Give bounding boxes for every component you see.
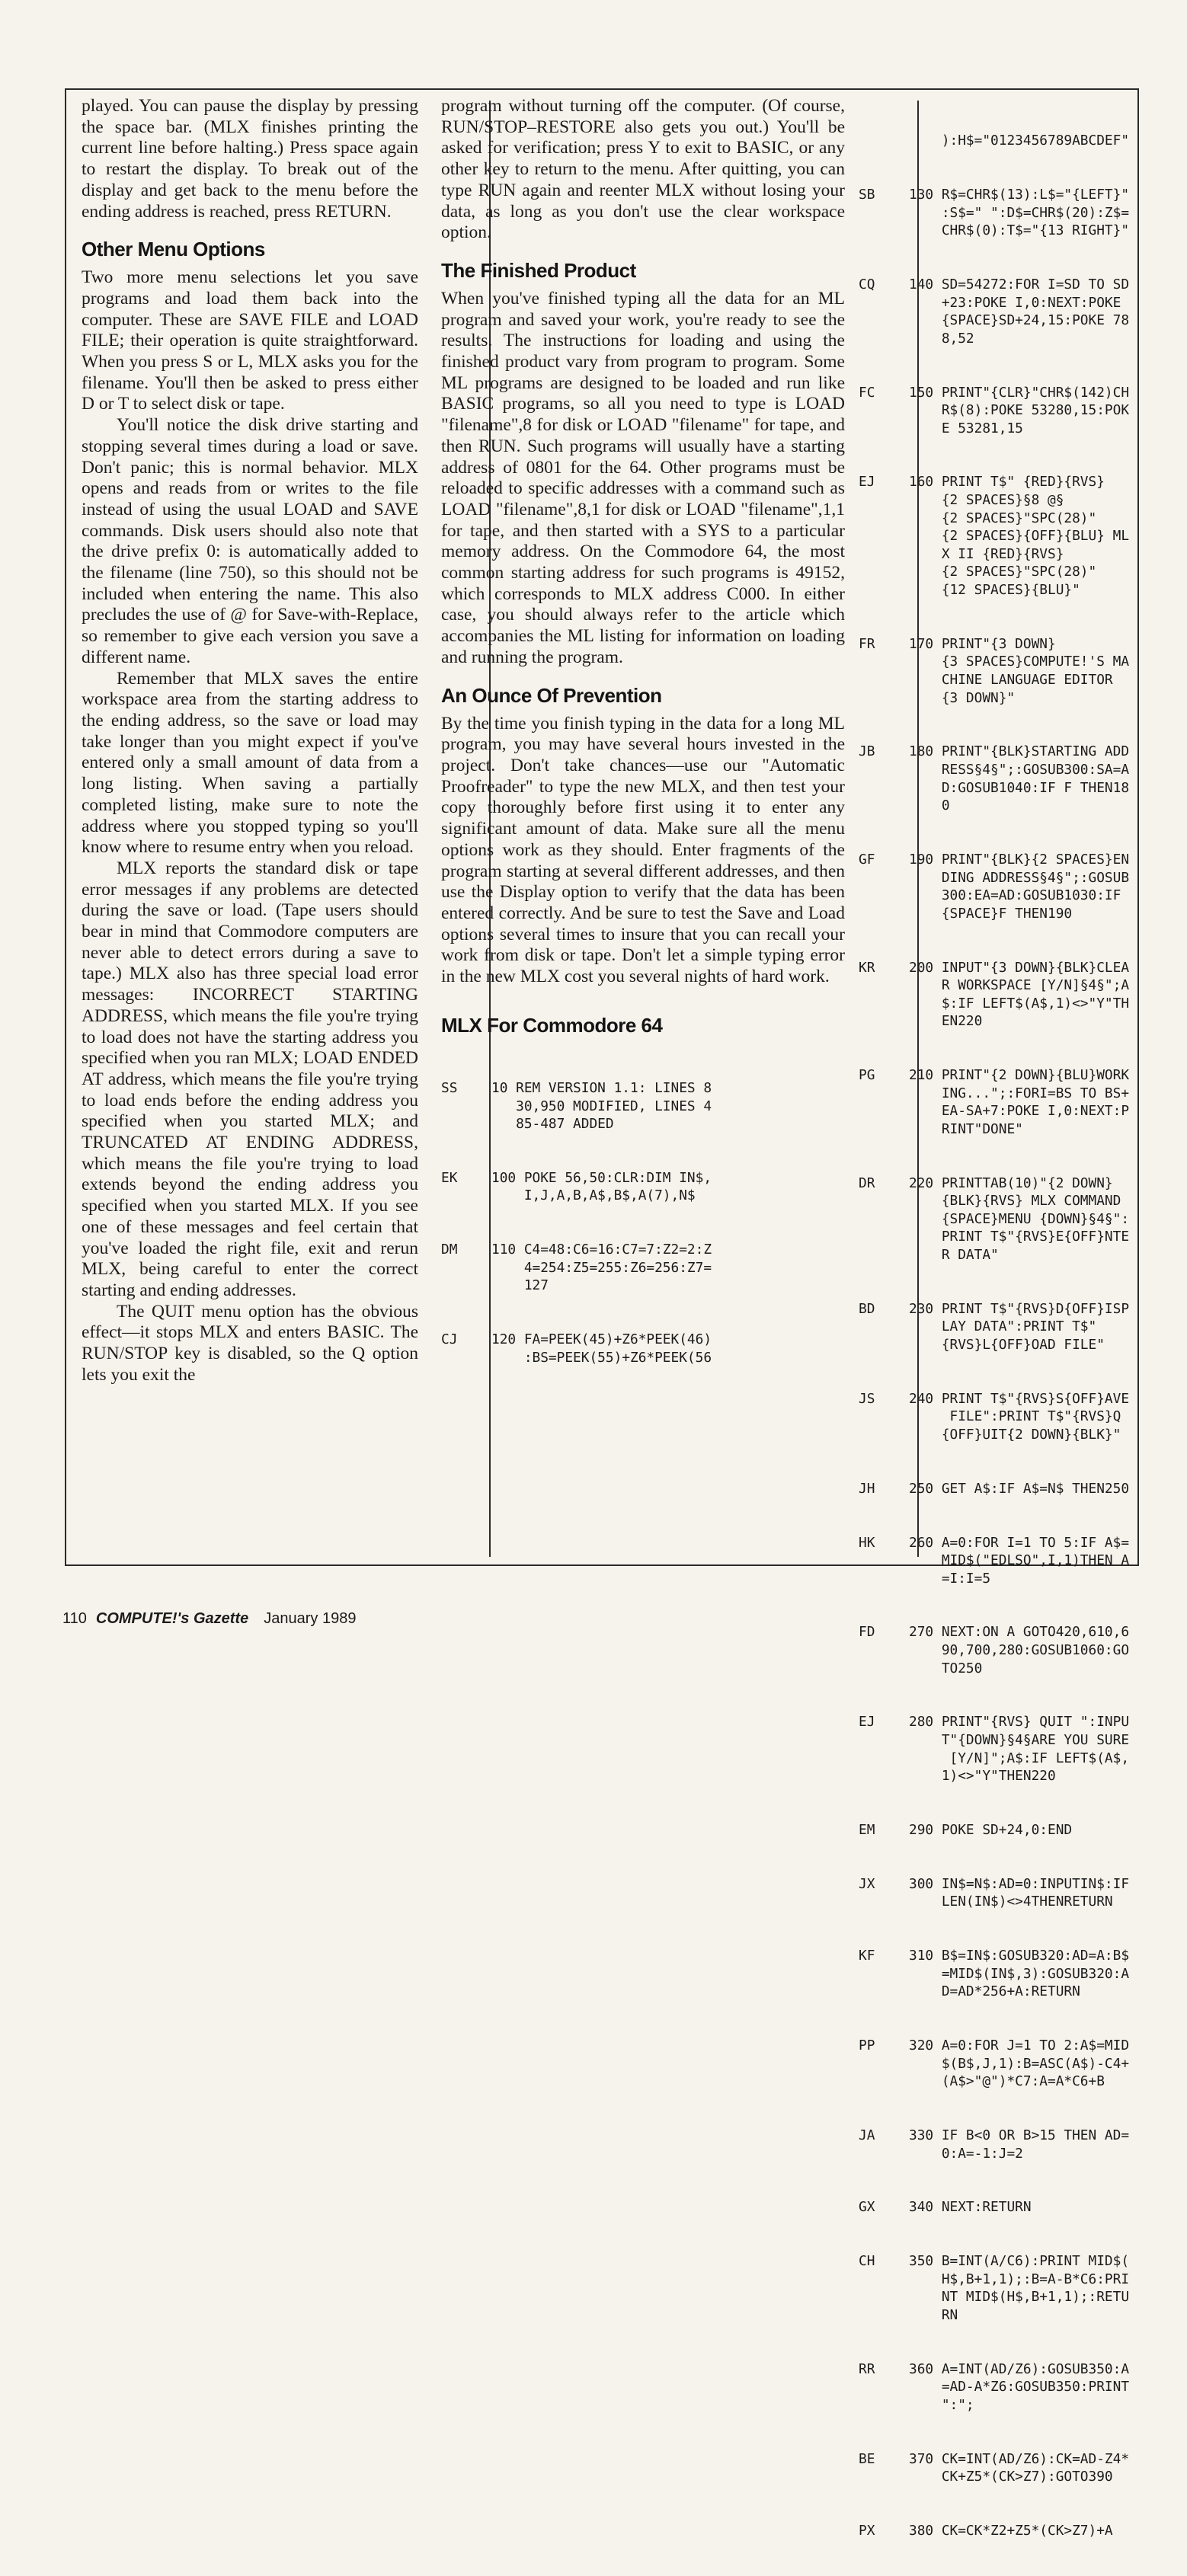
program-listing-part-1: [441, 1044, 845, 1403]
listing-line: [859, 276, 1136, 347]
listing-line: [859, 1066, 1136, 1138]
listing-line: [859, 1390, 1136, 1444]
code-text: 230 PRINT T$"{RVS}D{OFF}ISP LAY DATA":PRINT T$" {RVS}L{OFF}OAD FILE": [909, 1300, 1130, 1353]
checksum: GF: [859, 851, 875, 868]
paragraph: You'll notice the disk drive starting and stopping several times during a load or save. Don't panic; this is normal behavior. MLX opens and reads from or writes to the file instead of using the usual LOAD and SAVE commands. Disk users should also note that the drive prefix 0: is automatically added to the filename (line 750), so this should not be included when entering the name. This also precludes the use of @ for Save-with-Replace, so remember to give each version you save a different name.: [82, 415, 418, 667]
checksum: JX: [859, 1875, 875, 1892]
checksum: FC: [859, 384, 875, 401]
listing-line: [859, 2360, 1136, 2415]
listing-line: [859, 743, 1136, 814]
listing-line: [859, 384, 1136, 438]
checksum: JS: [859, 1390, 875, 1407]
listing-line: [859, 1623, 1136, 1677]
code-text: 10 REM VERSION 1.1: LINES 8 30,950 MODIFIED, LINES 4 85-487 ADDED: [491, 1079, 712, 1133]
paragraph: By the time you finish typing in the data for a long ML program, you may have several hours invested in the project. Don't take chances—use our "Automatic Proofreader" to type the new MLX, and then test your copy thoroughly before first using it to enter any significant amount of data. Make sure all the menu options work as they should. Enter fragments of the program starting at several different addresses, and then use the Display option to verify that the data has been entered correctly. And be sure to test the Save and Load options several times to insure that you can recall your work from disk or tape. Don't let a simple typing error in the new MLX cost you several nights of hard work.: [441, 713, 845, 987]
paragraph: played. You can pause the display by pressing the space bar. (MLX finishes printing the current line before halting.) Press space again to restart the display. To break out of the display and get back to the menu before the ending address is reached, press RETURN.: [82, 96, 418, 222]
checksum: KF: [859, 1948, 875, 1964]
listing-line: [859, 132, 1136, 150]
code-text: 200 INPUT"{3 DOWN}{BLK}CLEA R WORKSPACE [Y/N]§4§";A $:IF LEFT$(A$,1)<>"Y"TH EN220: [909, 959, 1130, 1030]
listing-line: [441, 1331, 845, 1366]
listing-line: [441, 1241, 845, 1295]
code-text: 170 PRINT"{3 DOWN} {3 SPACES}COMPUTE!'S MA CHINE LANGUAGE EDITOR {3 DOWN}": [909, 635, 1130, 706]
heading-mlx-for-c64: MLX For Commodore 64: [441, 1013, 663, 1037]
checksum: JA: [859, 2127, 875, 2144]
code-text: 130 R$=CHR$(13):L$="{LEFT}" :S$=" ":D$=CHR$(20):Z$= CHR$(0):T$="{13 RIGHT}": [909, 186, 1130, 239]
listing-line: [859, 1175, 1136, 1264]
heading-finished-product: The Finished Product: [441, 258, 636, 282]
listing-line: [859, 2037, 1136, 2091]
code-text: 300 IN$=N$:AD=0:INPUTIN$:IF LEN(IN$)<>4THENRETURN: [909, 1875, 1130, 1910]
listing-line: [859, 2252, 1136, 2324]
checksum: PP: [859, 2037, 875, 2054]
code-text: 220 PRINTTAB(10)"{2 DOWN} {BLK}{RVS} MLX COMMAND {SPACE}MENU {DOWN}§4§": PRINT T$"{RVS}E{OFF}NTE R DATA": [909, 1175, 1130, 1263]
column-1: [66, 90, 424, 1564]
listing-line: [441, 1169, 845, 1205]
checksum: EK: [441, 1169, 458, 1186]
paragraph: Two more menu selections let you save programs and load them back into the computer. These are SAVE FILE and LOAD FILE; their operation is quite straightforward. When you press S or L, MLX asks you for the filename. You'll then be asked to press either D or T to select disk or tape.: [82, 267, 418, 414]
page-number: 110: [62, 1610, 87, 1627]
checksum: EJ: [859, 474, 875, 491]
listing-line: [859, 186, 1136, 240]
checksum: SB: [859, 186, 875, 203]
checksum: CJ: [441, 1331, 458, 1348]
checksum: BD: [859, 1300, 875, 1317]
checksum: CQ: [859, 276, 875, 292]
checksum: GX: [859, 2199, 875, 2216]
code-text: 240 PRINT T$"{RVS}S{OFF}AVE FILE":PRINT T$"{RVS}Q {OFF}UIT{2 DOWN}{BLK}": [909, 1390, 1130, 1443]
listing-line: [859, 2450, 1136, 2486]
code-text: 370 CK=INT(AD/Z6):CK=AD-Z4* CK+Z5*(CK>Z7):GOTO390: [909, 2450, 1130, 2485]
paragraph: program without turning off the computer. (Of course, RUN/STOP–RESTORE also gets you out.) You'll be asked for verification; press Y to exit to BASIC, or any other key to return to the menu. After quitting, you can type RUN again and reenter MLX without losing your data, as long as you don't use the clear workspace option.: [441, 96, 845, 243]
code-text: 350 B=INT(A/C6):PRINT MID$( H$,B+1,1);:B=A-B*C6:PRI NT MID$(H$,B+1,1);:RETU RN: [909, 2253, 1130, 2324]
checksum: PX: [859, 2523, 875, 2539]
code-text: 340 NEXT:RETURN: [909, 2199, 1032, 2216]
checksum: JB: [859, 743, 875, 760]
listing-line: [859, 473, 1136, 599]
listing-line: [859, 2198, 1136, 2216]
listing-line: [859, 1821, 1136, 1839]
issue-date: January 1989: [264, 1610, 357, 1627]
code-text: 100 POKE 56,50:CLR:DIM IN$, I,J,A,B,A$,B$,A(7),N$: [491, 1169, 712, 1204]
listing-line: [859, 1875, 1136, 1911]
code-text: 260 A=0:FOR I=1 TO 5:IF A$= MID$("EDLSQ",I,1)THEN A =I:I=5: [909, 1534, 1130, 1587]
checksum: [859, 132, 909, 150]
page-footer: [62, 1610, 356, 1628]
code-text: 380 CK=CK*Z2+Z5*(CK>Z7)+A: [909, 2523, 1113, 2539]
program-listing-part-2: [859, 96, 1136, 2576]
checksum: SS: [441, 1079, 458, 1096]
paragraph: The QUIT menu option has the obvious effect—it stops MLX and enters BASIC. The RUN/STOP key is disabled, so the Q option lets you exit the: [82, 1301, 418, 1385]
checksum: CH: [859, 2253, 875, 2270]
column-3: [853, 90, 1139, 2539]
code-text: 190 PRINT"{BLK}{2 SPACES}EN DING ADDRESS§4§";:GOSUB 300:EA=AD:GOSUB1030:IF {SPACE}F THEN190: [909, 851, 1130, 922]
code-text: 360 A=INT(AD/Z6):GOSUB350:A =AD-A*Z6:GOSUB350:PRINT ":";: [909, 2360, 1130, 2413]
code-text: 280 PRINT"{RVS} QUIT ":INPU T"{DOWN}§4§ARE YOU SURE [Y/N]";A$:IF LEFT$(A$, 1)<>"Y"THEN220: [909, 1714, 1130, 1785]
listing-line: [859, 851, 1136, 922]
paragraph: When you've finished typing all the data for an ML program and saved your work, you're ready to see the results. The instructions for loading and using the finished product vary from program to program. Some ML programs are designed to be loaded and run like BASIC programs, so all you need to type is LOAD "filename",8 for disk or LOAD "filename" for tape, and then RUN. Such programs will usually have a starting address of 0801 for the 64. Other programs must be reloaded to specific addresses with a command such as LOAD "filename",8,1 for disk or LOAD "filename",1,1 for tape, and then started with a SYS to a particular memory address. On the Commodore 64, the most common starting address for such programs is 49152, which corresponds to MLX address C000. In either case, you should always refer to the article which accompanies the ML listing for information on loading and running the program.: [441, 288, 845, 667]
checksum: KR: [859, 959, 875, 976]
checksum: FD: [859, 1624, 875, 1641]
code-text: 330 IF B<0 OR B>15 THEN AD= 0:A=-1:J=2: [909, 2127, 1130, 2162]
listing-line: [859, 1300, 1136, 1354]
heading-ounce-of-prevention: An Ounce Of Prevention: [441, 683, 662, 707]
code-text: 290 POKE SD+24,0:END: [909, 1822, 1073, 1838]
code-text: 140 SD=54272:FOR I=SD TO SD +23:POKE I,0:NEXT:POKE {SPACE}SD+24,15:POKE 78 8,52: [909, 276, 1130, 347]
code-text: ):H$="0123456789ABCDEF": [909, 133, 1130, 149]
code-text: 160 PRINT T$" {RED}{RVS} {2 SPACES}§8 @§ {2 SPACES}"SPC(28)" {2 SPACES}{OFF}{BLU} ML X II {RED}{RVS} {2 SPACES}"SPC(28)" {12 SPACES}{BLU}": [909, 474, 1130, 599]
checksum: PG: [859, 1067, 875, 1084]
checksum: RR: [859, 2360, 875, 2377]
listing-line: [859, 1534, 1136, 1588]
checksum: DR: [859, 1175, 875, 1191]
heading-other-menu-options: Other Menu Options: [82, 238, 265, 261]
listing-line: [859, 1713, 1136, 1785]
code-text: 120 FA=PEEK(45)+Z6*PEEK(46) :BS=PEEK(55)+Z6*PEEK(56: [491, 1331, 712, 1366]
listing-line: [859, 635, 1136, 707]
listing-line: [859, 1480, 1136, 1498]
checksum: DM: [441, 1242, 458, 1258]
code-text: 250 GET A$:IF A$=N$ THEN250: [909, 1480, 1130, 1497]
checksum: EM: [859, 1822, 875, 1838]
code-text: 150 PRINT"{CLR}"CHR$(142)CH R$(8):POKE 53280,15:POK E 53281,15: [909, 384, 1130, 436]
code-text: 210 PRINT"{2 DOWN}{BLU}WORK ING...";:FORI=BS TO BS+ EA-SA+7:POKE I,0:NEXT:P RINT"DONE": [909, 1067, 1130, 1137]
code-text: 270 NEXT:ON A GOTO420,610,6 90,700,280:GOSUB1060:GO TO250: [909, 1624, 1130, 1676]
checksum: JH: [859, 1480, 875, 1497]
checksum: FR: [859, 635, 875, 652]
checksum: EJ: [859, 1714, 875, 1731]
paragraph: MLX reports the standard disk or tape error messages if any problems are detected during the save or load. (Tape users should bear in mind that Commodore computers are never able to detect errors during a save to tape.) MLX also has three special load error messages: INCORRECT STARTING ADDRESS, which means the file you're trying to load does not have the starting address you specified when you ran MLX; LOAD ENDED AT address, which means the file you're trying to load ends before the ending address you specified when you started MLX; and TRUNCATED AT ENDING ADDRESS, which means the file you're trying to load extends beyond the ending address you specified when you started MLX. If you see one of these messages and feel certain that you've loaded the right file, exit and rerun MLX, being careful to enter the correct starting and ending addresses.: [82, 858, 418, 1300]
listing-line: [441, 1079, 845, 1133]
checksum: BE: [859, 2450, 875, 2467]
code-text: 310 B$=IN$:GOSUB320:AD=A:B$ =MID$(IN$,3):GOSUB320:A D=AD*256+A:RETURN: [909, 1948, 1130, 2000]
paragraph: Remember that MLX saves the entire workspace area from the starting address to the ending address, so the save or load may take longer than you might expect if you've entered only a small amount of data from a long listing. When saving a partially completed listing, make sure to note the address where you stopped typing so you'll know where to resume entry when you reload.: [82, 668, 418, 858]
code-text: 180 PRINT"{BLK}STARTING ADD RESS§4§";:GOSUB300:SA=A D:GOSUB1040:IF F THEN18 0: [909, 743, 1130, 814]
code-text: 320 A=0:FOR J=1 TO 2:A$=MID $(B$,J,1):B=ASC(A$)-C4+ (A$>"@")*C7:A=A*C6+B: [909, 2037, 1130, 2090]
column-2: [424, 90, 853, 1564]
code-text: 110 C4=48:C6=16:C7=7:Z2=2:Z 4=254:Z5=255:Z6=256:Z7= 127: [491, 1242, 712, 1294]
checksum: HK: [859, 1534, 875, 1551]
listing-line: [859, 2522, 1136, 2540]
listing-line: [859, 1947, 1136, 2001]
listing-line: [859, 2127, 1136, 2162]
listing-line: [859, 959, 1136, 1031]
magazine-name: COMPUTE!'s Gazette: [95, 1610, 249, 1627]
